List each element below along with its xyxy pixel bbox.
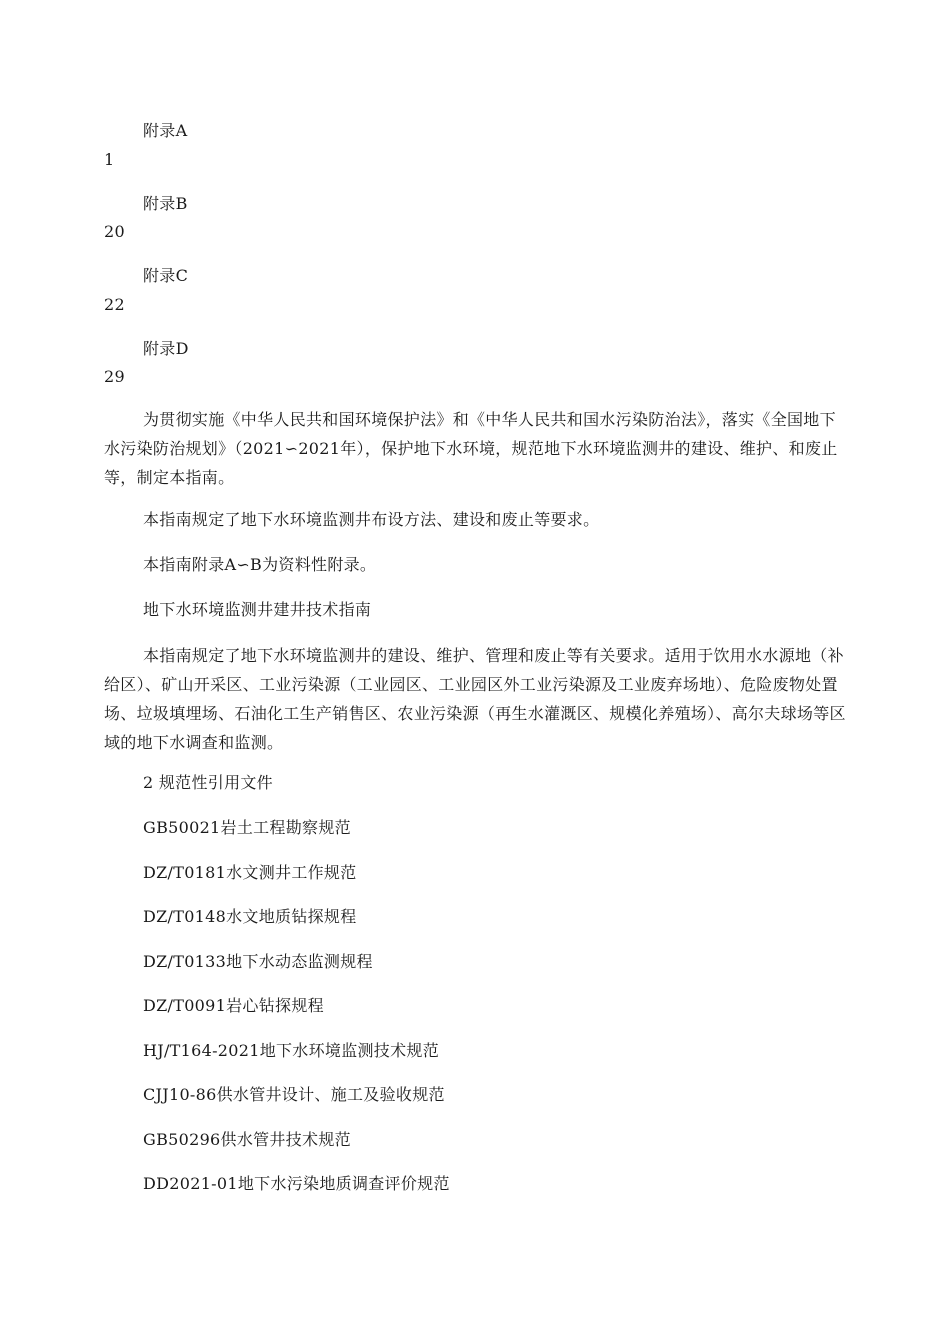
reference-item: CJJ10-86供水管井设计、施工及验收规范 <box>143 1085 445 1104</box>
scope-paragraph <box>104 641 848 757</box>
reference-item: GB50021岩土工程勘察规范 <box>143 818 351 837</box>
preface-paragraph-1 <box>104 405 848 492</box>
toc-appendix-d-page: 29 <box>104 367 125 386</box>
toc-appendix-c-page: 22 <box>104 295 125 314</box>
reference-item: DZ/T0091岩心钻探规程 <box>143 996 324 1015</box>
section-2-heading: 2 规范性引用文件 <box>143 773 273 792</box>
reference-item: DD2021-01地下水污染地质调查评价规范 <box>143 1174 450 1193</box>
toc-appendix-b-label: 附录B <box>143 194 188 213</box>
preface-paragraph-2: 本指南规定了地下水环境监测井布设方法、建设和废止等要求。 <box>143 510 600 529</box>
reference-item: DZ/T0148水文地质钻探规程 <box>143 907 357 926</box>
toc-appendix-a-label: 附录A <box>143 121 188 140</box>
scope-text: 本指南规定了地下水环境监测井的建设、维护、管理和废止等有关要求。适用于饮用水水源地（补给区）、矿山开采区、工业污染源（工业园区、工业园区外工业污染源及工业废弃场地）、危险废物处置场、垃圾填埋场、石油化工生产销售区、农业污染源（再生水灌溉区、规模化养殖场）、高尔夫球场等区域的地下水调查和监测。 <box>104 646 846 752</box>
reference-item: HJ/T164-2021地下水环境监测技术规范 <box>143 1041 439 1060</box>
reference-item: DZ/T0181水文测井工作规范 <box>143 863 357 882</box>
preface-text-1: 为贯彻实施《中华人民共和国环境保护法》和《中华人民共和国水污染防治法》，落实《全国地下水污染防治规划》（2021∽2021年），保护地下水环境，规范地下水环境监测井的建设、维护、和废止等，制定本指南。 <box>104 410 838 487</box>
toc-appendix-d-label: 附录D <box>143 339 189 358</box>
toc-appendix-c-label: 附录C <box>143 266 189 285</box>
reference-item: DZ/T0133地下水动态监测规程 <box>143 952 373 971</box>
toc-appendix-b-page: 20 <box>104 222 125 241</box>
toc-appendix-a-page: 1 <box>104 150 115 169</box>
document-title: 地下水环境监测井建井技术指南 <box>143 600 372 619</box>
reference-item: GB50296供水管井技术规范 <box>143 1130 351 1149</box>
preface-paragraph-3: 本指南附录A∽B为资料性附录。 <box>143 555 377 574</box>
